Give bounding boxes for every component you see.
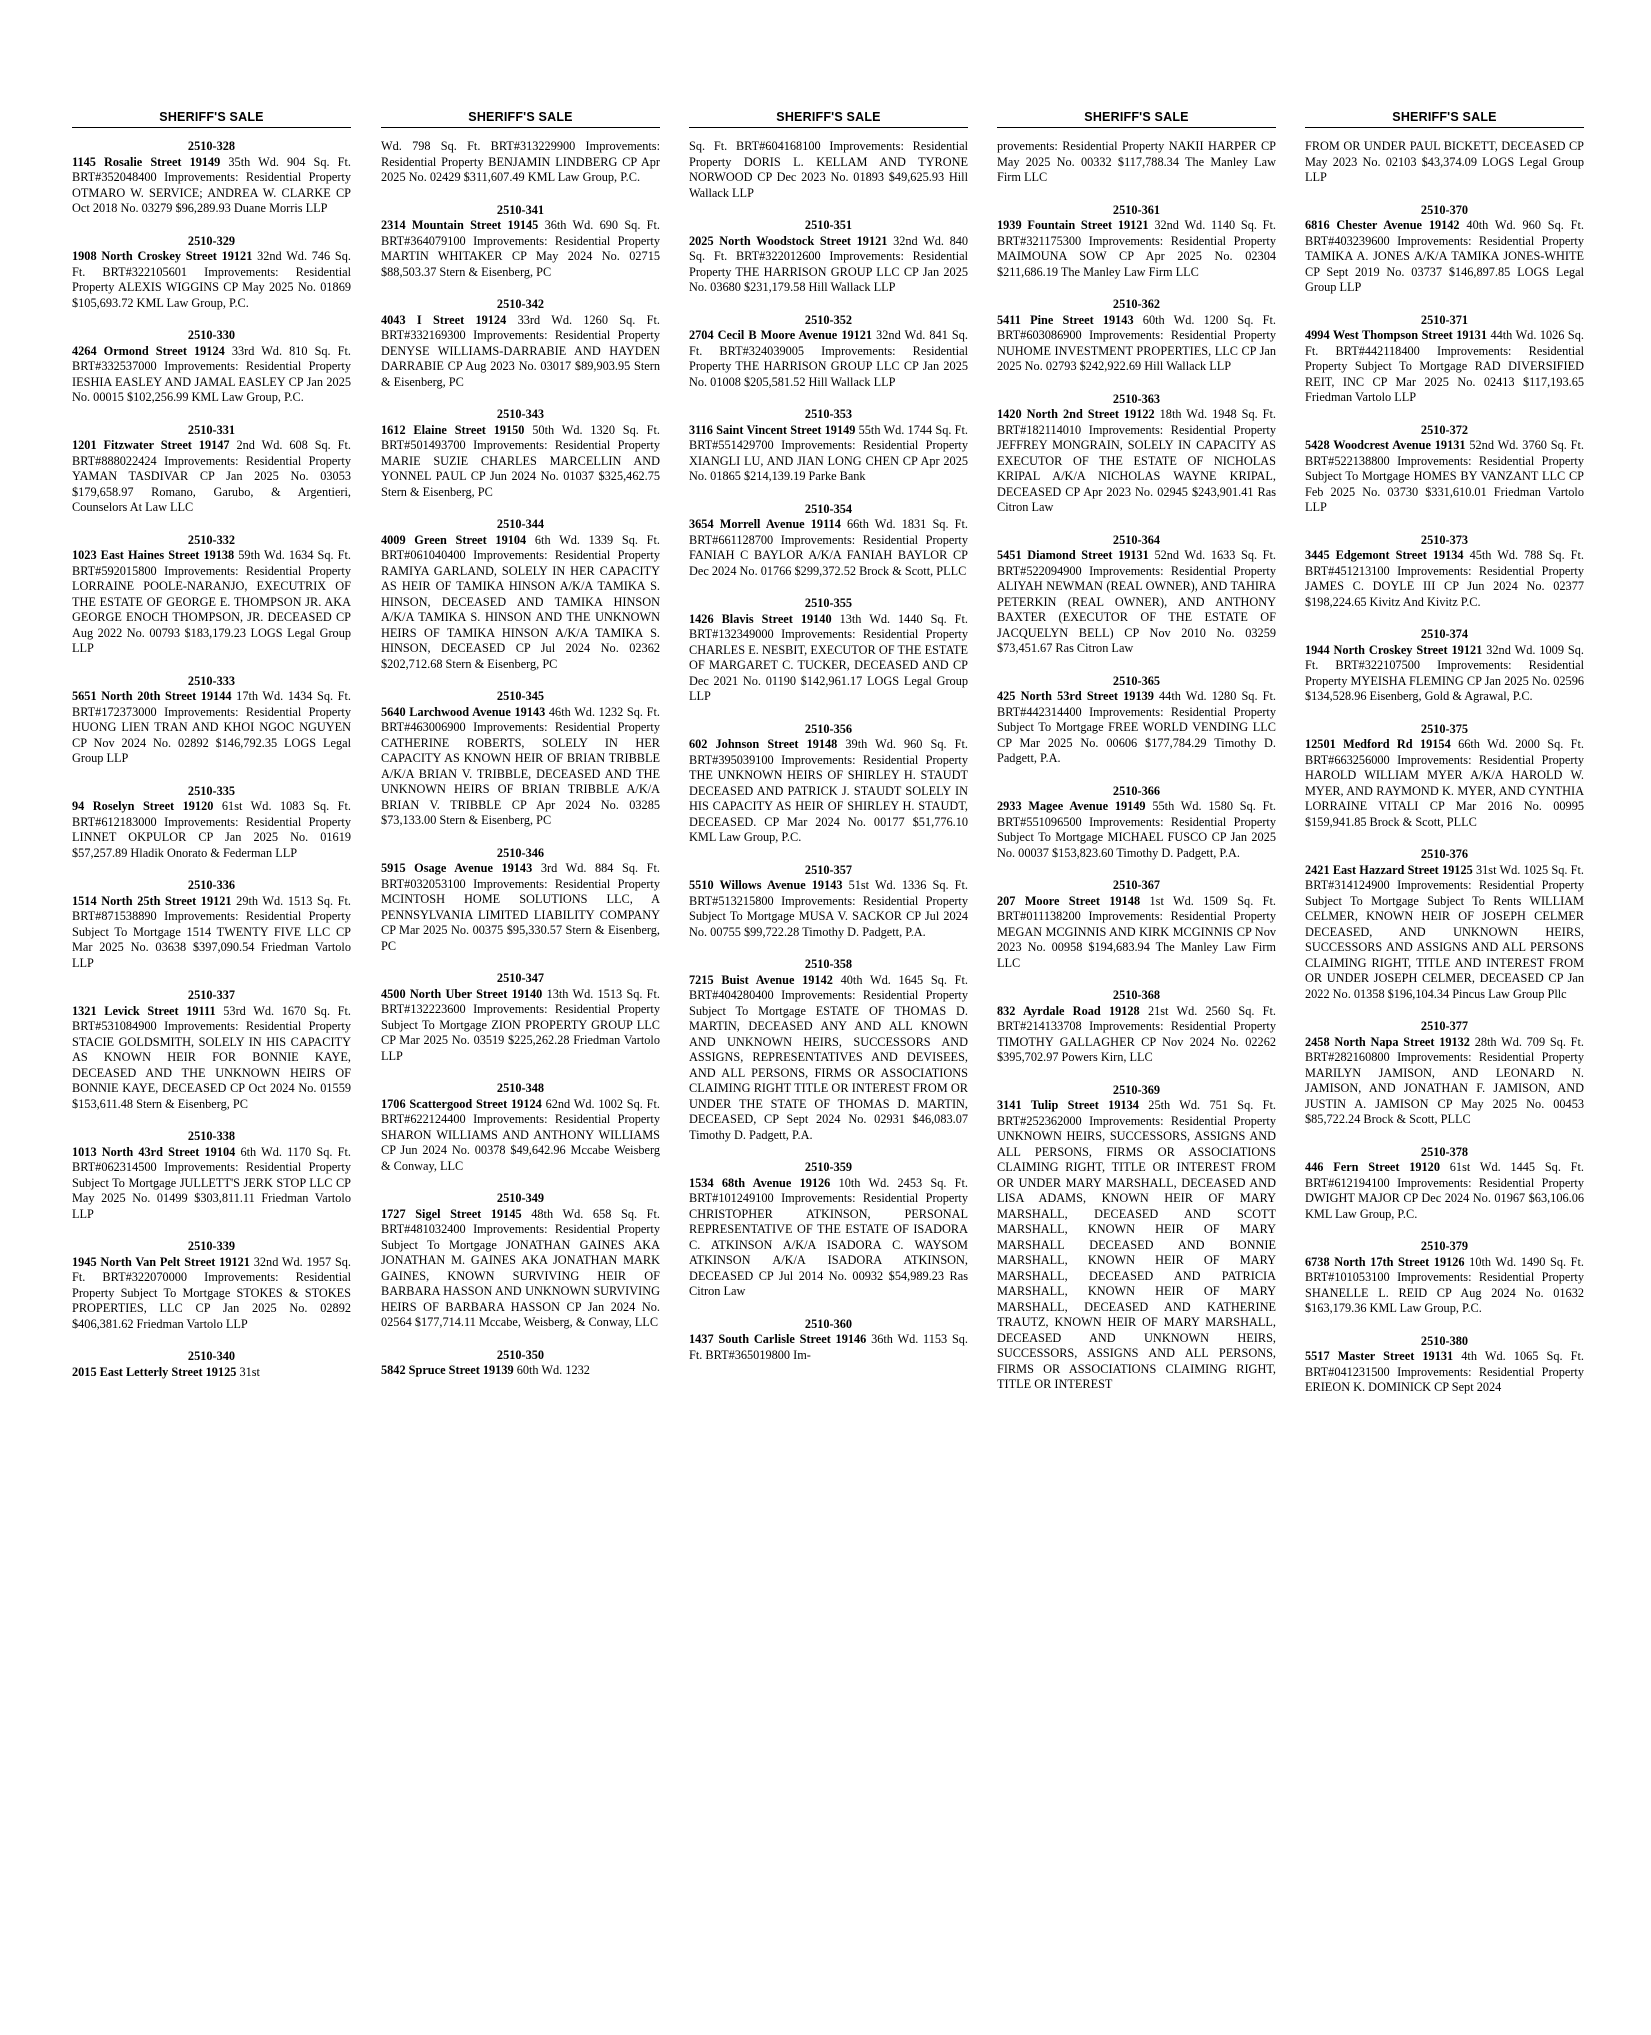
property-address: 1727 Sigel Street 19145 [381, 1206, 522, 1221]
sale-details: 32nd Wd. 841 Sq. Ft. BRT#324039005 Improvements: Residential Property THE HARRISON GROUP LLC CP Jan 2025 No. 01008 $205,581.52 Hill Wallack LLP [689, 328, 968, 389]
sale-details: 50th Wd. 1320 Sq. Ft. BRT#501493700 Improvements: Residential Property MARIE SUZIE CHARLES MARCELLIN AND YONNEL PAUL CP Jun 2024 No. 01037 $325,462.75 Stern & Eisenberg, PC [381, 422, 660, 499]
sale-number: 2510-356 [804, 721, 853, 736]
sale-entry [689, 596, 968, 705]
sale-entry [1305, 1019, 1584, 1128]
sale-number: 2510-375 [1420, 721, 1469, 736]
sale-details: 46th Wd. 1232 Sq. Ft. BRT#463006900 Improvements: Residential Property CATHERINE ROBERTS, SOLELY IN HER CAPACITY AS KNOWN HEIR OF BRIAN TRIBBLE A/K/A BRIAN V. TRIBBLE, DECEASED AND THE UNKNOWN HEIRS OF BRIAN TRIBBLE A/K/A BRIAN V. TRIBBLE CP Apr 2024 No. 03285 $73,133.00 Stern & Eisenberg, PC [381, 704, 660, 827]
sale-entry [689, 313, 968, 391]
sale-details: 55th Wd. 1744 Sq. Ft. BRT#551429700 Improvements: Residential Property XIANGLI LU, AND JIAN LONG CHEN CP Apr 2025 No. 01865 $214,139.19 Parke Bank [689, 422, 968, 483]
property-address: 1706 Scattergood Street 19124 [381, 1096, 542, 1111]
sale-details: 32nd Wd. 1957 Sq. Ft. BRT#322070000 Improvements: Residential Property Subject To Mortgage STOKES & STOKES PROPERTIES, LLC CP Jan 2025 No. 02892 $406,381.62 Friedman Vartolo LLP [72, 1254, 352, 1331]
sale-details: 3rd Wd. 884 Sq. Ft. BRT#032053100 Improvements: Residential Property MCINTOSH HOME SOLUTIONS LLC, A PENNSYLVANIA LIMITED LIABILITY COMPANY CP Mar 2025 No. 00375 $95,330.57 Stern & Eisenberg, PC [381, 861, 660, 953]
column-3 [689, 108, 968, 1380]
sale-entry [1305, 1334, 1584, 1396]
sale-number: 2510-342 [496, 297, 545, 311]
sale-details: 52nd Wd. 3760 Sq. Ft. BRT#522138800 Improvements: Residential Property Subject To Mortgage HOMES BY VANZANT LLC CP Feb 2025 No. 03730 $331,610.01 Friedman Vartolo LLP [1305, 438, 1584, 514]
sale-details: 40th Wd. 960 Sq. Ft. BRT#403239600 Improvements: Residential Property TAMIKA A. JONES A/K/A TAMIKA JONES-WHITE CP Sept 2019 No. 03737 $146,897.85 LOGS Legal Group LLP [1305, 218, 1585, 294]
sale-number: 2510-332 [187, 532, 236, 547]
sale-number: 2510-337 [187, 988, 236, 1002]
column-5 [1305, 108, 1584, 1413]
column-heading: SHERIFF'S SALE [159, 110, 264, 124]
column-rule [72, 127, 351, 128]
sale-entry [1305, 1239, 1584, 1317]
continued-text: provements: Residential Property NAKII HARPER CP May 2025 No. 00332 $117,788.34 The Manley Law Firm LLC [997, 139, 1276, 184]
property-address: 1939 Fountain Street 19121 [997, 218, 1149, 232]
sale-entry [381, 517, 660, 672]
sale-details: 39th Wd. 960 Sq. Ft. BRT#395039100 Improvements: Residential Property THE UNKNOWN HEIRS OF SHIRLEY H. STAUDT DECEASED AND PATRICK J. STAUDT SOLELY IN HIS CAPACITY AS HEIR OF SHIRLEY H. STAUDT, DECEASED. CP Mar 2024 No. 00177 $51,776.10 KML Law Group, P.C. [689, 737, 968, 844]
sale-details: 66th Wd. 1831 Sq. Ft. BRT#661128700 Improvements: Residential Property FANIAH C BAYLOR A/K/A FANIAH BAYLOR CP Dec 2024 No. 01766 $299,372.52 Brock & Scott, PLLC [689, 517, 968, 578]
sale-number: 2510-377 [1420, 1019, 1469, 1033]
column-heading: SHERIFF'S SALE [468, 110, 573, 124]
property-address: 1612 Elaine Street 19150 [381, 422, 525, 437]
property-address: 5651 North 20th Street 19144 [72, 689, 232, 703]
property-address: 2421 East Hazzard Street 19125 [1305, 862, 1473, 877]
property-address: 3141 Tulip Street 19134 [997, 1098, 1139, 1112]
property-address: 2025 North Woodstock Street 19121 [689, 233, 888, 248]
property-address: 4500 North Uber Street 19140 [381, 986, 543, 1001]
property-address: 5428 Woodcrest Avenue 19131 [1305, 438, 1466, 452]
sale-number: 2510-343 [496, 407, 545, 421]
property-address: 1944 North Croskey Street 19121 [1305, 642, 1483, 657]
sale-entry [1305, 722, 1584, 831]
property-address: 1514 North 25th Street 19121 [72, 893, 232, 908]
sale-number: 2510-344 [496, 517, 545, 531]
sale-details: 6th Wd. 1339 Sq. Ft. BRT#061040400 Improvements: Residential Property RAMIYA GARLAND, SOLELY IN HER CAPACITY AS HEIR OF TAMIKA HINSON A/K/A TAMIKA S. HINSON, DECEASED AND TAMIKA HINSON A/K/A TAMIKA S. HINSON AND THE UNKNOWN HEIRS OF TAMIKA HINSON A/K/A TAMIKA S. HINSON, DECEASED CP Jul 2024 No. 02362 $202,712.68 Stern & Eisenberg, PC [381, 532, 661, 671]
sale-details: 32nd Wd. 1140 Sq. Ft. BRT#321175300 Improvements: Residential Property MAIMOUNA SOW CP Apr 2025 No. 02304 $211,686.19 The Manley Law Firm LLC [997, 218, 1277, 279]
sale-entry [689, 502, 968, 580]
sale-entry [72, 1129, 351, 1222]
sale-number: 2510-346 [496, 845, 545, 860]
sale-number: 2510-357 [804, 862, 853, 877]
column-1 [72, 108, 351, 1397]
property-address: 5915 Osage Avenue 19143 [381, 861, 533, 875]
sale-entry [997, 1083, 1276, 1393]
property-address: 2314 Mountain Street 19145 [381, 218, 539, 232]
sale-details: 29th Wd. 1513 Sq. Ft. BRT#871538890 Improvements: Residential Property Subject To Mortgage 1514 TWENTY FIVE LLC CP Mar 2025 No. 03638 $397,090.54 Friedman Vartolo LLP [72, 893, 352, 970]
sale-details: 59th Wd. 1634 Sq. Ft. BRT#592015800 Improvements: Residential Property LORRAINE POOLE-NARANJO, EXECUTRIX OF THE ESTATE OF GEORGE E. THOMPSON JR. AKA GEORGE ENOCH THOMPSON, JR. DECEASED CP Aug 2022 No. 00793 $183,179.23 LOGS Legal Group LLP [72, 548, 351, 655]
sale-number: 2510-347 [496, 971, 545, 985]
property-address: 832 Ayrdale Road 19128 [997, 1003, 1140, 1018]
property-address: 207 Moore Street 19148 [997, 893, 1141, 908]
sale-number: 2510-359 [804, 1160, 853, 1174]
sale-entry [72, 533, 351, 657]
sale-details: 36th Wd. 690 Sq. Ft. BRT#364079100 Improvements: Residential Property MARTIN WHITAKER CP May 2024 No. 02715 $88,503.37 Stern & Eisenberg, PC [381, 218, 661, 279]
continued-text: Wd. 798 Sq. Ft. BRT#313229900 Improvements: Residential Property BENJAMIN LINDBERG CP Apr 2025 No. 02429 $311,607.49 KML Law Group, P.C. [381, 139, 660, 184]
sale-number: 2510-331 [187, 422, 236, 437]
sale-number: 2510-328 [187, 139, 236, 153]
property-address: 2015 East Letterly Street 19125 [72, 1364, 237, 1379]
property-address: 5411 Pine Street 19143 [997, 312, 1134, 327]
sale-entry [689, 407, 968, 485]
property-address: 5451 Diamond Street 19131 [997, 548, 1149, 562]
sale-details: 28th Wd. 709 Sq. Ft. BRT#282160800 Improvements: Residential Property MARILYN JAMISON, AND LEONARD N. JAMISON, AND JONATHAN F. JAMISON, AND JUSTIN A. JAMISON CP May 2025 No. 00453 $85,722.24 Brock & Scott, PLLC [1305, 1034, 1584, 1126]
sale-details: 13th Wd. 1513 Sq. Ft. BRT#132223600 Improvements: Residential Property Subject To Mortgage ZION PROPERTY GROUP LLC CP Mar 2025 No. 03519 $225,262.28 Friedman Vartolo LLP [381, 986, 660, 1063]
sale-details: 32nd Wd. 1009 Sq. Ft. BRT#322107500 Improvements: Residential Property MYEISHA FLEMING CP Jan 2025 No. 02596 $134,528.96 Eisenberg, Gold & Agrawal, P.C. [1305, 642, 1584, 703]
property-address: 1013 North 43rd Street 19104 [72, 1144, 236, 1159]
sale-entry [1305, 533, 1584, 611]
sale-entry [72, 1349, 351, 1380]
sale-entry [72, 328, 351, 406]
sale-entry [381, 1191, 660, 1331]
sale-number: 2510-353 [804, 407, 853, 421]
sale-details: 66th Wd. 2000 Sq. Ft. BRT#663256000 Improvements: Residential Property HAROLD WILLIAM MYER A/K/A HAROLD W. MYER, AND RAYMOND K. MYER, AND CYNTHIA LORRAINE VITALI CP Mar 2016 No. 00995 $159,941.85 Brock & Scott, PLLC [1305, 737, 1584, 829]
property-address: 3654 Morrell Avenue 19114 [689, 517, 841, 531]
property-address: 4994 West Thompson Street 19131 [1305, 328, 1487, 342]
column-4 [997, 108, 1276, 1410]
sale-entry [997, 533, 1276, 657]
property-address: 1201 Fitzwater Street 19147 [72, 438, 230, 452]
sale-number: 2510-341 [496, 202, 545, 217]
column-rule [997, 127, 1276, 128]
sale-details: 18th Wd. 1948 Sq. Ft. BRT#182114010 Improvements: Residential Property JEFFREY MONGRAIN, SOLELY IN CAPACITY AS EXECUTOR OF THE ESTATE OF NICHOLAS KRIPAL A/K/A NICHOLAS WAYNE KRIPAL, DECEASED CP Apr 2023 No. 02945 $243,901.41 Ras Citron Law [997, 407, 1277, 514]
sale-entry [72, 423, 351, 516]
sale-details: 13th Wd. 1440 Sq. Ft. BRT#132349000 Improvements: Residential Property CHARLES E. NESBIT, EXECUTOR OF THE ESTATE OF MARGARET C. TUCKER, DECEASED AND CP Dec 2021 No. 01190 $142,961.17 LOGS Legal Group LLP [689, 611, 968, 703]
sale-number: 2510-349 [496, 1191, 545, 1205]
sale-entry [72, 139, 351, 217]
sale-entry [381, 1348, 660, 1379]
sale-details: 32nd Wd. 746 Sq. Ft. BRT#322105601 Improvements: Residential Property ALEXIS WIGGINS CP May 2025 No. 01869 $105,693.72 KML Law Group, P.C. [72, 249, 351, 310]
sale-details: 44th Wd. 1280 Sq. Ft. BRT#442314400 Improvements: Residential Property Subject To Mortgage FREE WORLD VENDING LLC CP Mar 2025 No. 00606 $177,784.29 Timothy D. Padgett, P.A. [997, 689, 1276, 765]
sale-entry [72, 1239, 351, 1332]
sale-entry [381, 297, 660, 390]
sale-number: 2510-339 [187, 1239, 236, 1253]
sale-details: 35th Wd. 904 Sq. Ft. BRT#352048400 Improvements: Residential Property OTMARO W. SERVICE; ANDREA W. CLARKE CP Oct 2018 No. 03279 $96,289.93 Duane Morris LLP [72, 154, 351, 215]
column-heading: SHERIFF'S SALE [1084, 110, 1189, 124]
sale-entry [689, 722, 968, 846]
property-address: 2458 North Napa Street 19132 [1305, 1034, 1470, 1049]
property-address: 4264 Ormond Street 19124 [72, 343, 225, 358]
sale-number: 2510-336 [187, 878, 236, 892]
property-address: 1437 South Carlisle Street 19146 [689, 1332, 867, 1346]
sale-details: 31st Wd. 1025 Sq. Ft. BRT#314124900 Improvements: Residential Property Subject To Mortgage Subject To Rents WILLIAM CELMER, KNOWN HEIR OF JOSEPH CELMER DECEASED, AND UNKNOWN HEIRS, SUCCESSORS AND ASSIGNS AND ALL PERSONS CLAIMING RIGHT, TITLE AND INTEREST FROM OR UNDER JOSEPH CELMER, DECEASED CP Jan 2022 No. 01358 $196,104.34 Pincus Law Group Pllc [1305, 862, 1584, 1001]
sale-details: 45th Wd. 788 Sq. Ft. BRT#451213100 Improvements: Residential Property JAMES C. DOYLE III CP Jun 2024 No. 02377 $198,224.65 Kivitz And Kivitz P.C. [1305, 548, 1584, 609]
sale-entry [997, 988, 1276, 1066]
sale-entry [381, 846, 660, 955]
property-address: 1534 68th Avenue 19126 [689, 1175, 831, 1190]
sale-details: 2nd Wd. 608 Sq. Ft. BRT#888022424 Improvements: Residential Property YAMAN TASDIVAR CP Jan 2025 No. 03053 $179,658.97 Romano, Garubo, & Argentieri, Counselors At Law LLC [72, 438, 351, 514]
sale-number: 2510-355 [804, 596, 853, 610]
property-address: 5842 Spruce Street 19139 [381, 1363, 514, 1377]
sale-number: 2510-373 [1420, 532, 1469, 547]
sale-number: 2510-333 [187, 673, 236, 688]
sale-number: 2510-365 [1112, 673, 1161, 688]
sale-details: 33rd Wd. 810 Sq. Ft. BRT#332537000 Improvements: Residential Property IESHIA EASLEY AND JAMAL EASLEY CP Jan 2025 No. 00015 $102,256.99 KML Law Group, P.C. [72, 343, 352, 404]
property-address: 4009 Green Street 19104 [381, 532, 527, 547]
sale-number: 2510-330 [187, 328, 236, 342]
property-address: 1145 Rosalie Street 19149 [72, 154, 221, 169]
sale-entry [1305, 423, 1584, 516]
sale-details: 52nd Wd. 1633 Sq. Ft. BRT#522094900 Improvements: Residential Property ALIYAH NEWMAN (REAL OWNER), AND TAHIRA PETERKIN (REAL OWNER), AND ANTHONY BAXTER (EXECUTOR OF THE ESTATE OF JACQUELYN BELL) CP Nov 2010 No. 03259 $73,451.67 Ras Citron Law [997, 548, 1277, 655]
property-address: 425 North 53rd Street 19139 [997, 689, 1154, 703]
sale-number: 2510-372 [1420, 422, 1469, 437]
sale-details: 61st Wd. 1445 Sq. Ft. BRT#612194100 Improvements: Residential Property DWIGHT MAJOR CP Dec 2024 No. 01967 $63,106.06 KML Law Group, P.C. [1305, 1160, 1585, 1221]
sale-number: 2510-361 [1112, 202, 1161, 217]
sale-number: 2510-354 [804, 501, 853, 516]
sale-entry [72, 878, 351, 971]
column-heading: SHERIFF'S SALE [776, 110, 881, 124]
sale-number: 2510-329 [187, 233, 236, 248]
sale-number: 2510-350 [496, 1347, 545, 1362]
sale-number: 2510-371 [1420, 312, 1469, 327]
property-address: 6816 Chester Avenue 19142 [1305, 218, 1460, 232]
sale-number: 2510-367 [1112, 878, 1161, 892]
sale-number: 2510-362 [1112, 297, 1161, 311]
column-rule [381, 127, 660, 128]
property-address: 94 Roselyn Street 19120 [72, 799, 214, 813]
sale-entry [997, 784, 1276, 862]
property-address: 5640 Larchwood Avenue 19143 [381, 704, 546, 719]
sale-details: 10th Wd. 2453 Sq. Ft. BRT#101249100 Improvements: Residential Property CHRISTOPHER ATKINSON, PERSONAL REPRESENTATIVE OF THE ESTATE OF ISADORA C. ATKINSON A/K/A ISADORA C. WAYSOM ATKINSON A/K/A ISADORA ATKINSON, DECEASED CP Jul 2014 No. 00932 $54,989.23 Ras Citron Law [689, 1175, 968, 1298]
sale-entry [689, 1317, 968, 1364]
sale-details: 10th Wd. 1490 Sq. Ft. BRT#101053100 Improvements: Residential Property SHANELLE L. REID CP Aug 2024 No. 01632 $163,179.36 KML Law Group, P.C. [1305, 1254, 1585, 1315]
sale-details: 6th Wd. 1170 Sq. Ft. BRT#062314500 Improvements: Residential Property Subject To Mortgage JULLETT'S JERK STOP LLC CP May 2025 No. 01499 $303,811.11 Friedman Vartolo LLP [72, 1144, 351, 1221]
sale-number: 2510-352 [804, 312, 853, 327]
sale-entry [381, 689, 660, 829]
sale-number: 2510-335 [187, 783, 236, 798]
sale-entry [381, 407, 660, 500]
sale-number: 2510-338 [187, 1129, 236, 1143]
continued-text: FROM OR UNDER PAUL BICKETT, DECEASED CP May 2023 No. 02103 $43,374.09 LOGS Legal Group LLP [1305, 139, 1584, 184]
sale-details: 55th Wd. 1580 Sq. Ft. BRT#551096500 Improvements: Residential Property Subject To Mortgage MICHAEL FUSCO CP Jan 2025 No. 00037 $153,823.60 Timothy D. Padgett, P.A. [997, 799, 1276, 860]
property-address: 602 Johnson Street 19148 [689, 737, 838, 751]
property-address: 446 Fern Street 19120 [1305, 1160, 1440, 1174]
sale-details: 51st Wd. 1336 Sq. Ft. BRT#513215800 Improvements: Residential Property Subject To Mortgage MUSA V. SACKOR CP Jul 2024 No. 00755 $99,722.28 Timothy D. Padgett, P.A. [689, 878, 968, 939]
sale-entry [997, 392, 1276, 516]
property-address: 3445 Edgemont Street 19134 [1305, 548, 1464, 562]
sale-entry [1305, 627, 1584, 705]
sale-entry [72, 784, 351, 862]
sale-entry [381, 1081, 660, 1174]
sale-number: 2510-345 [496, 689, 545, 703]
sale-number: 2510-348 [496, 1081, 545, 1095]
property-address: 3116 Saint Vincent Street 19149 [689, 422, 856, 437]
property-address: 1945 North Van Pelt Street 19121 [72, 1254, 250, 1269]
property-address: 2933 Magee Avenue 19149 [997, 799, 1146, 813]
property-address: 1426 Blavis Street 19140 [689, 611, 832, 626]
sale-entry [72, 674, 351, 767]
sale-entry [997, 203, 1276, 281]
sale-number: 2510-364 [1112, 532, 1161, 547]
sale-entry [1305, 313, 1584, 406]
sale-number: 2510-368 [1112, 988, 1161, 1002]
sale-number: 2510-363 [1112, 391, 1161, 406]
sale-details: 25th Wd. 751 Sq. Ft. BRT#252362000 Improvements: Residential Property UNKNOWN HEIRS, SUCCESSORS, ASSIGNS AND ALL PERSONS, FIRMS OR ASSOCIATIONS CLAIMING RIGHT, TITLE OR INTEREST FROM OR UNDER MARY MARSHALL, DECEASED AND LISA ADAMS, KNOWN HEIR OF MARY MARSHALL, DECEASED AND SCOTT MARSHALL, KNOWN HEIR OF MARY MARSHALL DECEASED AND BONNIE MARSHALL, KNOWN HEIR OF MARY MARSHALL, DECEASED AND PATRICIA MARSHALL, KNOWN HEIR OF MARY MARSHALL, DECEASED AND KATHERINE TRAUTZ, KNOWN HEIR OF MARY MARSHALL, DECEASED AND UNKNOWN HEIRS, SUCCESSORS, ASSIGNS AND ALL PERSONS, FIRMS OR ASSOCIATIONS CLAIMING RIGHT, TITLE OR INTEREST [997, 1098, 1277, 1391]
property-address: 1420 North 2nd Street 19122 [997, 407, 1155, 421]
property-address: 12501 Medford Rd 19154 [1305, 737, 1451, 751]
sale-details: 36th Wd. 1153 Sq. Ft. BRT#365019800 Im- [689, 1332, 969, 1362]
sale-entry [997, 878, 1276, 971]
sale-entry [72, 988, 351, 1112]
sale-entry [997, 674, 1276, 767]
sale-number: 2510-360 [804, 1316, 853, 1331]
sale-entry [72, 234, 351, 312]
column-heading: SHERIFF'S SALE [1392, 110, 1497, 124]
property-address: 1023 East Haines Street 19138 [72, 548, 235, 562]
sale-entry [1305, 847, 1584, 1002]
sale-details: 17th Wd. 1434 Sq. Ft. BRT#172373000 Improvements: Residential Property HUONG LIEN TRAN AND KHOI NGOC NGUYEN CP Nov 2024 No. 02892 $146,792.35 LOGS Legal Group LLP [72, 689, 352, 765]
sale-details: 61st Wd. 1083 Sq. Ft. BRT#612183000 Improvements: Residential Property LINNET OKPULOR CP Jan 2025 No. 01619 $57,257.89 Hladik Onorato & Federman LLP [72, 799, 351, 860]
column-rule [689, 127, 968, 128]
continued-text: Sq. Ft. BRT#604168100 Improvements: Residential Property DORIS L. KELLAM AND TYRONE NORWOOD CP Dec 2023 No. 01893 $49,625.93 Hill Wallack LLP [689, 139, 968, 200]
property-address: 6738 North 17th Street 19126 [1305, 1254, 1465, 1269]
column-2 [381, 108, 660, 1396]
sale-entry [381, 971, 660, 1064]
sale-number: 2510-370 [1420, 202, 1469, 217]
sale-number: 2510-378 [1420, 1144, 1469, 1159]
sale-details: 1st Wd. 1509 Sq. Ft. BRT#011138200 Improvements: Residential Property MEGAN MCGINNIS AND KIRK MCGINNIS CP Nov 2023 No. 00958 $194,683.94 The Manley Law Firm LLC [997, 893, 1276, 970]
sale-details: 60th Wd. 1232 [516, 1363, 590, 1377]
sale-entry [997, 297, 1276, 375]
sale-number: 2510-340 [187, 1349, 236, 1363]
sale-entry [381, 203, 660, 281]
property-address: 2704 Cecil B Moore Avenue 19121 [689, 328, 873, 342]
sale-details: 44th Wd. 1026 Sq. Ft. BRT#442118400 Improvements: Residential Property Subject To Mortgage RAD DIVERSIFIED REIT, INC CP Mar 2025 No. 02413 $117,193.65 Friedman Vartolo LLP [1305, 328, 1584, 404]
sale-entry [689, 218, 968, 296]
sale-details: 53rd Wd. 1670 Sq. Ft. BRT#531084900 Improvements: Residential Property STACIE GOLDSMITH, SOLELY IN HIS CAPACITY AS KNOWN HEIR FOR BONNIE KAYE, DECEASED AND THE UNKNOWN HEIRS OF BONNIE KAYE, DECEASED CP Oct 2024 No. 01559 $153,611.48 Stern & Eisenberg, PC [72, 1003, 351, 1111]
sale-number: 2510-376 [1420, 847, 1469, 861]
sale-entry [1305, 203, 1584, 296]
property-address: 1321 Levick Street 19111 [72, 1003, 216, 1018]
column-rule [1305, 127, 1584, 128]
sale-number: 2510-379 [1420, 1239, 1469, 1253]
sale-details: 4th Wd. 1065 Sq. Ft. BRT#041231500 Improvements: Residential Property ERIEON K. DOMINICK CP Sept 2024 [1305, 1349, 1584, 1394]
sale-number: 2510-351 [804, 218, 853, 232]
sale-entry [689, 1160, 968, 1300]
property-address: 5517 Master Street 19131 [1305, 1349, 1454, 1363]
sale-details: 31st [239, 1364, 260, 1379]
sale-details: 62nd Wd. 1002 Sq. Ft. BRT#622124400 Improvements: Residential Property SHARON WILLIAMS AND ANTHONY WILLIAMS CP Jun 2024 No. 00378 $49,642.96 Mccabe Weisberg & Conway, LLC [381, 1096, 661, 1173]
sale-details: 60th Wd. 1200 Sq. Ft. BRT#603086900 Improvements: Residential Property NUHOME INVESTMENT PROPERTIES, LLC CP Jan 2025 No. 02793 $242,922.69 Hill Wallack LLP [997, 312, 1276, 373]
sale-number: 2510-369 [1112, 1082, 1161, 1097]
sale-details: 40th Wd. 1645 Sq. Ft. BRT#404280400 Improvements: Residential Property Subject To Mortgage ESTATE OF THOMAS D. MARTIN, DECEASED ANY AND ALL KNOWN AND UNKNOWN HEIRS, SUCCESSORS AND ASSIGNS, REPRESENTATIVES AND DEVISEES, AND ALL PERSONS, FIRMS OR ASSOCIATIONS CLAIMING RIGHT TITLE OR INTEREST FROM OR UNDER THE STATE OF THOMAS D. MARTIN, DECEASED, CP Sept 2024 No. 02931 $46,083.07 Timothy D. Padgett, P.A. [689, 972, 968, 1142]
sale-details: 32nd Wd. 840 Sq. Ft. BRT#322012600 Improvements: Residential Property THE HARRISON GROUP LLC CP Jan 2025 No. 03680 $231,179.58 Hill Wallack LLP [689, 233, 969, 294]
sale-entry [1305, 1145, 1584, 1223]
property-address: 5510 Willows Avenue 19143 [689, 878, 843, 892]
sale-number: 2510-380 [1420, 1333, 1469, 1348]
sale-number: 2510-374 [1420, 627, 1469, 641]
sale-details: 21st Wd. 2560 Sq. Ft. BRT#214133708 Improvements: Residential Property TIMOTHY GALLAGHER CP Nov 2024 No. 02262 $395,702.97 Powers Kirn, LLC [997, 1003, 1276, 1064]
sale-entry [689, 957, 968, 1143]
sale-details: 48th Wd. 658 Sq. Ft. BRT#481032400 Improvements: Residential Property Subject To Mortgage JONATHAN GAINES AKA JONATHAN M. GAINES AKA JONATHAN MARK GAINES, KNOWN SURVIVING HEIR OF BARBARA HASSON AND UNKNOWN SURVIVING HEIRS OF BARBARA HASSON CP Jan 2024 No. 02564 $177,714.11 Mccabe, Weisberg, & Conway, LLC [381, 1206, 660, 1329]
property-address: 4043 I Street 19124 [381, 312, 507, 327]
sale-entry [689, 863, 968, 941]
sale-number: 2510-358 [804, 957, 853, 971]
property-address: 1908 North Croskey Street 19121 [72, 249, 253, 263]
property-address: 7215 Buist Avenue 19142 [689, 972, 833, 987]
sale-number: 2510-366 [1112, 783, 1161, 798]
sale-details: 33rd Wd. 1260 Sq. Ft. BRT#332169300 Improvements: Residential Property DENYSE WILLIAMS-DARRABIE AND HAYDEN DARRABIE CP Aug 2023 No. 03017 $89,903.95 Stern & Eisenberg, PC [381, 312, 660, 389]
